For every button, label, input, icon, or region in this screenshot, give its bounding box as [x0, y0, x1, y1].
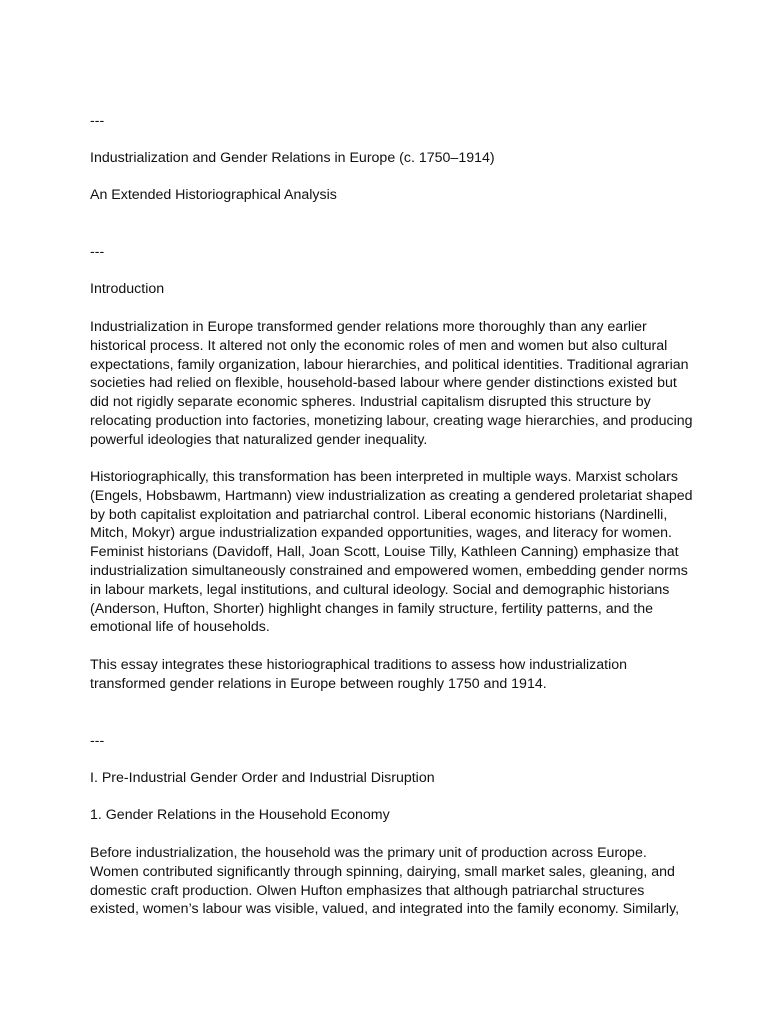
divider: ---: [90, 244, 105, 260]
section-1-paragraph-1: [90, 844, 690, 919]
paragraph-line: (Engels, Hobsbawm, Hartmann) view industrialization as creating a gendered proletariat shaped: [90, 487, 693, 504]
section-heading: I. Pre-Industrial Gender Order and Industrial Disruption: [90, 770, 435, 786]
divider: ---: [90, 113, 105, 129]
paragraph-line: expectations, family organization, labour hierarchies, and political identities. Traditional agrarian: [90, 356, 689, 373]
section-heading-introduction: Introduction: [90, 281, 165, 297]
paragraph-line: Women contributed significantly through spinning, dairying, small market sales, gleaning, and: [90, 863, 675, 880]
subsection-heading: 1. Gender Relations in the Household Economy: [90, 807, 390, 823]
intro-paragraph-1: [90, 318, 693, 450]
paragraph-line: Feminist historians (Davidoff, Hall, Joan Scott, Louise Tilly, Kathleen Canning) emphasize that: [90, 544, 679, 561]
paragraph-line: Industrialization in Europe transformed gender relations more thoroughly than any earlier: [90, 319, 647, 335]
paragraph-line: industrialization simultaneously constrained and empowered women, embedding gender norms: [90, 562, 688, 579]
paragraph-line: Before industrialization, the household was the primary unit of production across Europe.: [90, 845, 647, 861]
document-subtitle: An Extended Historiographical Analysis: [90, 187, 337, 203]
paragraph-line: This essay integrates these historiographical traditions to assess how industrialization: [90, 657, 628, 673]
intro-paragraph-2: [90, 468, 693, 637]
paragraph-line: Historiographically, this transformation has been interpreted in multiple ways. Marxist scholars: [90, 469, 678, 485]
paragraph-line: domestic craft production. Olwen Hufton emphasizes that although patriarchal structures: [90, 882, 645, 899]
divider: ---: [90, 733, 105, 749]
paragraph-line: relocating production into factories, monetizing labour, creating wage hierarchies, and producing: [90, 412, 693, 429]
paragraph-line: transformed gender relations in Europe between roughly 1750 and 1914.: [90, 675, 547, 692]
document-title: Industrialization and Gender Relations in Europe (c. 1750–1914): [90, 150, 495, 166]
paragraph-line: in labour markets, legal institutions, and cultural ideology. Social and demographic historians: [90, 581, 670, 598]
paragraph-line: by both capitalist exploitation and patriarchal control. Liberal economic historians (Nardinelli,: [90, 506, 668, 523]
paragraph-line: (Anderson, Hufton, Shorter) highlight changes in family structure, fertility patterns, and the: [90, 600, 654, 617]
paragraph-line: did not rigidly separate economic spheres. Industrial capitalism disrupted this structure by: [90, 394, 651, 411]
paragraph-line: powerful ideologies that naturalized gender inequality.: [90, 431, 428, 448]
paragraph-line: emotional life of households.: [90, 619, 270, 636]
paragraph-line: societies had relied on flexible, household-based labour where gender distinctions existed but: [90, 375, 677, 392]
intro-paragraph-3: [90, 656, 690, 694]
paragraph-line: existed, women’s labour was visible, valued, and integrated into the family economy. Similarly,: [90, 901, 680, 918]
paragraph-line: Mitch, Mokyr) argue industrialization expanded opportunities, wages, and literacy for women.: [90, 525, 672, 542]
paragraph-line: historical process. It altered not only the economic roles of men and women but also cultural: [90, 337, 668, 354]
